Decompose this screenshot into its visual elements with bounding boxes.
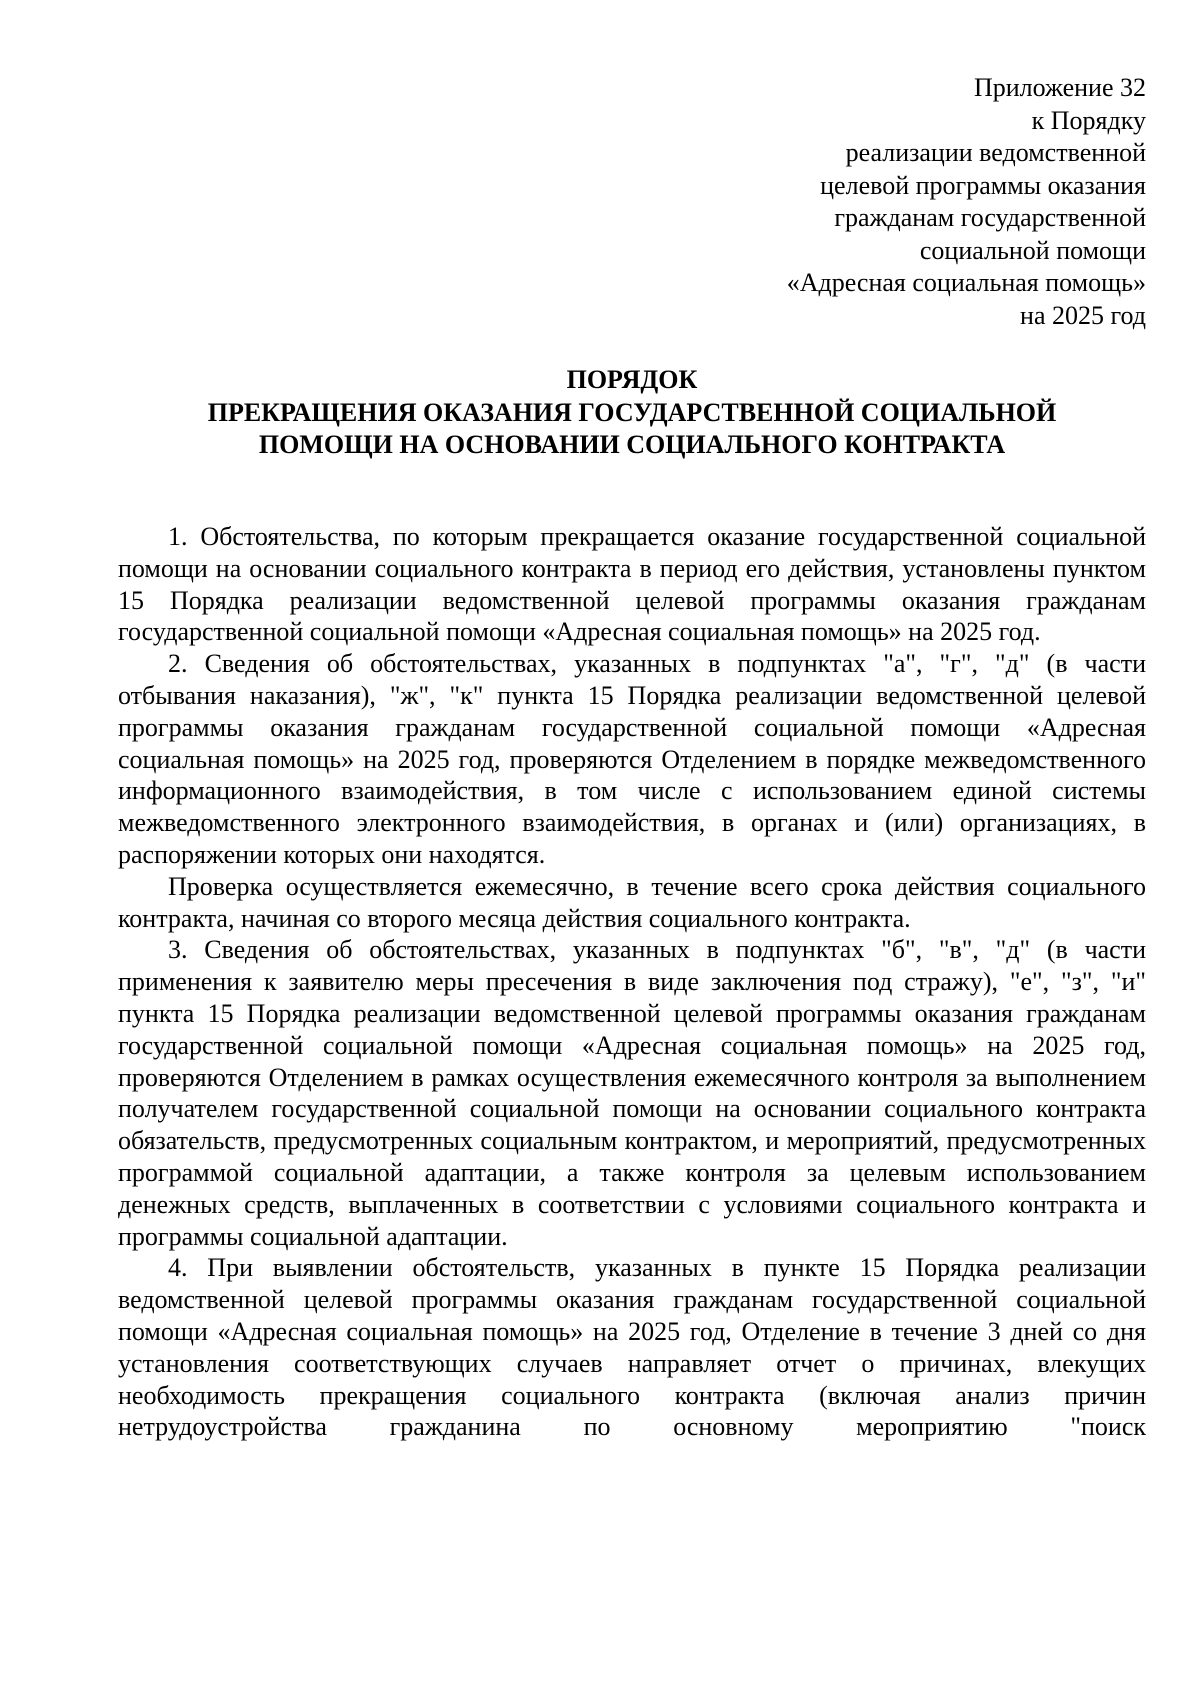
header-line: «Адресная социальная помощь» <box>786 268 1146 297</box>
document-body <box>118 521 1146 1443</box>
paragraph-1: 1. Обстоятельства, по которым прекращается оказание государственной социальной помощи на основании социального контракта в период его действия, установлены пунктом 15 Порядка реализации ведомственной целевой программы оказания гражданам государственной социальной помощи «Адресная социальная помощь» на 2025 год. <box>118 522 1146 647</box>
header-line: на 2025 год <box>1020 300 1146 330</box>
header-line: к Порядку <box>1031 105 1146 135</box>
header-line: реализации ведомственной <box>845 138 1146 167</box>
appendix-header <box>626 72 1146 332</box>
header-line: Приложение 32 <box>973 73 1146 102</box>
paragraph-3: 3. Сведения об обстоятельствах, указанных в подпунктах "б", "в", "д" (в части применения к заявителю меры пресечения в виде заключения под стражу), "е", "з", "и" пункта 15 Порядка реализации ведомственной целевой программы оказания гражданам государственной социальной помощи «Адресная социальная помощь» на 2025 год, проверяются Отделением в рамках осуществления ежемесячного контроля за выполнением получателем государственной социальной помощи на основании социального контракта обязательств, предусмотренных социальным контрактом, и мероприятий, предусмотренных программой социальной адаптации, а также контроля за целевым использованием денежных средств, выплаченных в соответствии с условиями социального контракта и программы социальной адаптации. <box>118 935 1146 1251</box>
header-line: социальной помощи <box>919 235 1146 265</box>
title-line: ПОМОЩИ НА ОСНОВАНИИ СОЦИАЛЬНОГО КОНТРАКТА <box>258 430 1006 459</box>
document-title <box>118 364 1146 462</box>
title-line: ПОРЯДОК <box>566 365 698 394</box>
paragraph-2-check: Проверка осуществляется ежемесячно, в течение всего срока действия социального контракта, начиная со второго месяца действия социального контракта. <box>118 871 1146 933</box>
paragraph-2: 2. Сведения об обстоятельствах, указанных в подпунктах "а", "г", "д" (в части отбывания наказания), "ж", "к" пункта 15 Порядка реализации ведомственной целевой программы оказания гражданам государственной социальной помощи «Адресная социальная помощь» на 2025 год, проверяются Отделением в порядке межведомственного информационного взаимодействия, в том числе с использованием единой системы межведомственного электронного взаимодействия, в органах и (или) организациях, в распоряжении которых они находятся. <box>118 649 1146 869</box>
header-line: целевой программы оказания <box>820 170 1146 200</box>
paragraph-4: 4. При выявлении обстоятельств, указанных в пункте 15 Порядка реализации ведомственной целевой программы оказания гражданам государственной социальной помощи «Адресная социальная помощь» на 2025 год, Отделение в течение 3 дней со дня установления соответствующих случаев направляет отчет о причинах, влекущих необходимость прекращения социального контракта (включая анализ причин нетрудоустройства гражданина по основному мероприятию "поиск <box>118 1253 1146 1442</box>
header-line: гражданам государственной <box>834 203 1146 232</box>
title-line: ПРЕКРАЩЕНИЯ ОКАЗАНИЯ ГОСУДАРСТВЕННОЙ СОЦИАЛЬНОЙ <box>207 397 1057 427</box>
